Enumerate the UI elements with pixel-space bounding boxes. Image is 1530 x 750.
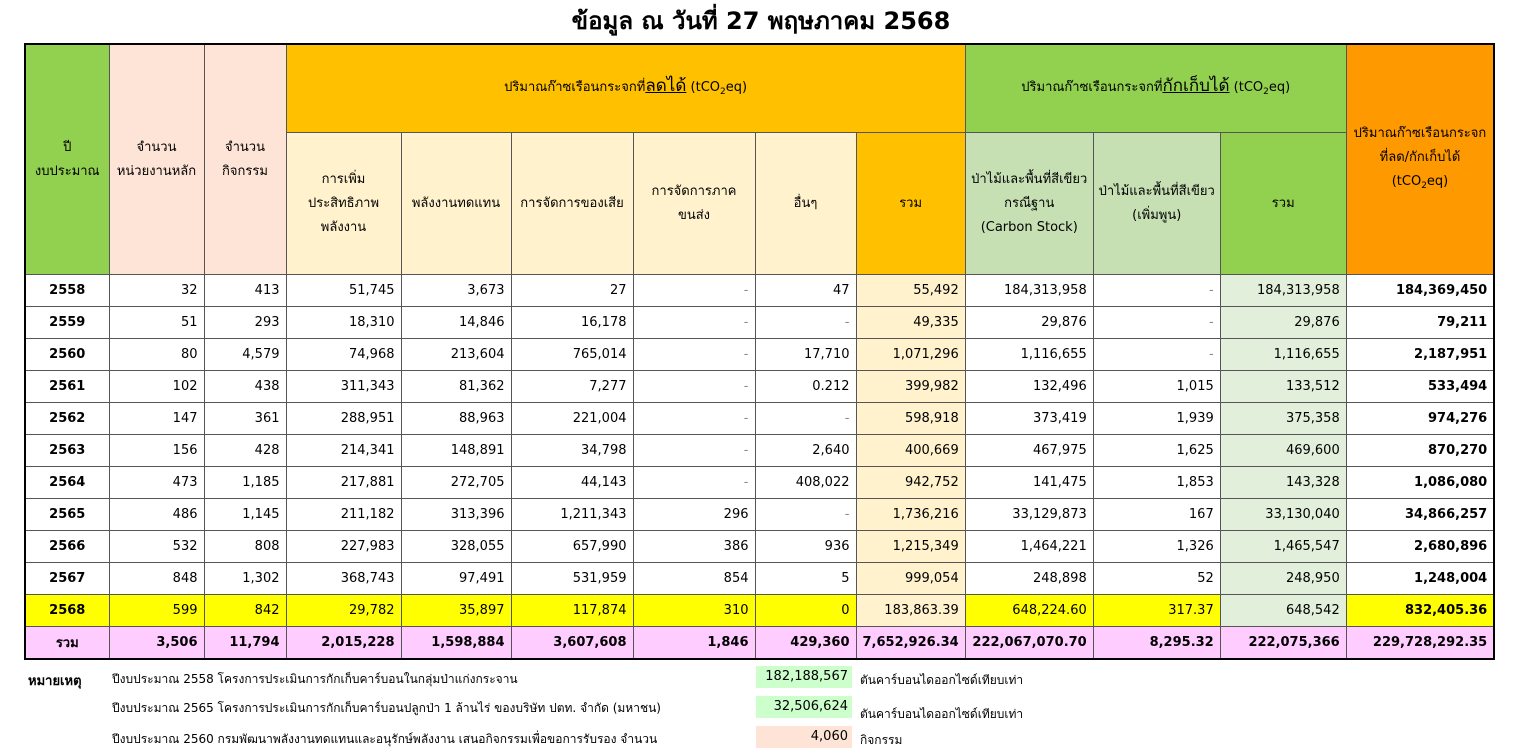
header-grand-line2: ที่ลด/กักเก็บได้ (1379, 149, 1461, 165)
header-year-line1: ปี (63, 139, 72, 155)
cell-forest-add: 1,853 (1093, 467, 1220, 499)
header-units-line1: จำนวน (136, 139, 177, 155)
header-forest-base-line3: (Carbon Stock) (980, 219, 1078, 235)
cell-forest-base: 1,464,221 (965, 531, 1093, 563)
cell-other: - (755, 307, 856, 339)
ghg-data-table (24, 43, 1495, 660)
cell-renewable: 213,604 (401, 339, 511, 371)
cell-efficiency: 311,343 (286, 371, 401, 403)
header-sum-reduced: รวม (856, 133, 965, 275)
table-body (25, 275, 1494, 660)
cell-activities: 808 (204, 531, 286, 563)
cell-sum-stored: 133,512 (1220, 371, 1346, 403)
header-waste: การจัดการของเสีย (511, 133, 633, 275)
cell-sum-stored: 1,116,655 (1220, 339, 1346, 371)
cell-activities: 1,145 (204, 499, 286, 531)
total-cell-efficiency: 2,015,228 (286, 627, 401, 660)
cell-year: 2558 (25, 275, 109, 307)
cell-efficiency: 211,182 (286, 499, 401, 531)
cell-units: 848 (109, 563, 204, 595)
table-row (25, 531, 1494, 563)
cell-transport: - (633, 403, 755, 435)
table-row (25, 467, 1494, 499)
cell-activities: 1,185 (204, 467, 286, 499)
cell-year: 2563 (25, 435, 109, 467)
stored-group-unit: (tCO (1233, 79, 1264, 95)
cell-activities: 413 (204, 275, 286, 307)
grand-unit: (tCO (1391, 173, 1422, 189)
cell-transport: 854 (633, 563, 755, 595)
cell-renewable: 81,362 (401, 371, 511, 403)
cell-activities: 4,579 (204, 339, 286, 371)
cell-sum-reduced: 49,335 (856, 307, 965, 339)
cell-waste: 27 (511, 275, 633, 307)
cell-forest-add: 317.37 (1093, 595, 1220, 627)
cell-grand-total: 870,270 (1346, 435, 1494, 467)
cell-forest-base: 373,419 (965, 403, 1093, 435)
header-units-line2: หน่วยงานหลัก (116, 163, 197, 179)
header-grand-total (1346, 44, 1494, 275)
cell-other: 47 (755, 275, 856, 307)
reduced-group-unit-sub: 2 (720, 86, 726, 97)
cell-forest-add: - (1093, 307, 1220, 339)
cell-other: 408,022 (755, 467, 856, 499)
cell-efficiency: 217,881 (286, 467, 401, 499)
total-cell-waste: 3,607,608 (511, 627, 633, 660)
cell-renewable: 3,673 (401, 275, 511, 307)
grand-unit-sub: 2 (1421, 180, 1427, 191)
cell-efficiency: 368,743 (286, 563, 401, 595)
cell-sum-stored: 1,465,547 (1220, 531, 1346, 563)
cell-grand-total: 2,187,951 (1346, 339, 1494, 371)
total-cell-grand-total: 229,728,292.35 (1346, 627, 1494, 660)
cell-sum-reduced: 1,736,216 (856, 499, 965, 531)
header-activities (204, 44, 286, 275)
cell-forest-base: 184,313,958 (965, 275, 1093, 307)
cell-year: 2559 (25, 307, 109, 339)
cell-forest-base: 141,475 (965, 467, 1093, 499)
cell-sum-reduced: 1,215,349 (856, 531, 965, 563)
cell-waste: 765,014 (511, 339, 633, 371)
cell-sum-stored: 143,328 (1220, 467, 1346, 499)
note-text-1: ปีงบประมาณ 2558 โครงการประเมินการกักเก็บคาร์บอนในกลุ่มป่าแก่งกระจาน (112, 672, 518, 686)
cell-waste: 7,277 (511, 371, 633, 403)
cell-efficiency: 51,745 (286, 275, 401, 307)
cell-sum-stored: 469,600 (1220, 435, 1346, 467)
note-unit-3: กิจกรรม (860, 733, 903, 747)
cell-units: 486 (109, 499, 204, 531)
cell-renewable: 148,891 (401, 435, 511, 467)
cell-renewable: 14,846 (401, 307, 511, 339)
total-label: รวม (25, 627, 109, 660)
header-renewable: พลังงานทดแทน (401, 133, 511, 275)
reduced-group-unit: (tCO (690, 79, 721, 95)
cell-transport: 296 (633, 499, 755, 531)
cell-units: 102 (109, 371, 204, 403)
stored-group-emph: กักเก็บได้ (1162, 75, 1230, 96)
cell-sum-reduced: 400,669 (856, 435, 965, 467)
stored-group-unit-end: eq) (1268, 79, 1291, 95)
cell-other: 0 (755, 595, 856, 627)
cell-forest-add: - (1093, 339, 1220, 371)
cell-efficiency: 29,782 (286, 595, 401, 627)
cell-units: 473 (109, 467, 204, 499)
note-unit-1: ตันคาร์บอนไดออกไซด์เทียบเท่า (860, 673, 1024, 687)
cell-waste: 117,874 (511, 595, 633, 627)
header-stored-group (965, 44, 1346, 133)
cell-transport: - (633, 307, 755, 339)
table-row (25, 275, 1494, 307)
header-units (109, 44, 204, 275)
total-row (25, 627, 1494, 660)
cell-efficiency: 214,341 (286, 435, 401, 467)
stored-group-unit-sub: 2 (1263, 86, 1269, 97)
cell-waste: 657,990 (511, 531, 633, 563)
total-cell-units: 3,506 (109, 627, 204, 660)
cell-transport: - (633, 339, 755, 371)
cell-forest-base: 248,898 (965, 563, 1093, 595)
cell-grand-total: 1,086,080 (1346, 467, 1494, 499)
cell-forest-base: 29,876 (965, 307, 1093, 339)
cell-grand-total: 2,680,896 (1346, 531, 1494, 563)
cell-waste: 1,211,343 (511, 499, 633, 531)
reduced-group-unit-end: eq) (725, 79, 748, 95)
cell-transport: 386 (633, 531, 755, 563)
cell-year: 2564 (25, 467, 109, 499)
header-forest-add-line1: ป่าไม้และพื้นที่สีเขียว (1098, 183, 1215, 199)
cell-forest-add: 52 (1093, 563, 1220, 595)
total-cell-sum-stored: 222,075,366 (1220, 627, 1346, 660)
grand-unit-end: eq) (1426, 173, 1449, 189)
header-forest-add (1093, 133, 1220, 275)
cell-sum-reduced: 999,054 (856, 563, 965, 595)
cell-sum-stored: 648,542 (1220, 595, 1346, 627)
header-eff-line3: พลังงาน (320, 219, 367, 235)
header-efficiency (286, 133, 401, 275)
cell-other: - (755, 403, 856, 435)
cell-efficiency: 288,951 (286, 403, 401, 435)
cell-waste: 221,004 (511, 403, 633, 435)
cell-activities: 361 (204, 403, 286, 435)
cell-year: 2568 (25, 595, 109, 627)
total-cell-transport: 1,846 (633, 627, 755, 660)
cell-waste: 531,959 (511, 563, 633, 595)
cell-grand-total: 533,494 (1346, 371, 1494, 403)
cell-transport: 310 (633, 595, 755, 627)
cell-year: 2567 (25, 563, 109, 595)
cell-renewable: 35,897 (401, 595, 511, 627)
cell-year: 2565 (25, 499, 109, 531)
cell-waste: 16,178 (511, 307, 633, 339)
cell-activities: 842 (204, 595, 286, 627)
note-value-2: 32,506,624 (756, 696, 852, 718)
header-sum-stored: รวม (1220, 133, 1346, 275)
cell-other: 936 (755, 531, 856, 563)
note-text-3: ปีงบประมาณ 2560 กรมพัฒนาพลังงานทดแทนและอนุรักษ์พลังงาน เสนอกิจกรรมเพื่อขอการรับรอง จำนวน (112, 732, 658, 746)
reduced-group-emph: ลดได้ (645, 75, 687, 96)
cell-forest-base: 132,496 (965, 371, 1093, 403)
cell-activities: 1,302 (204, 563, 286, 595)
header-year (25, 44, 109, 275)
cell-other: - (755, 499, 856, 531)
table-row (25, 435, 1494, 467)
cell-activities: 428 (204, 435, 286, 467)
cell-units: 80 (109, 339, 204, 371)
cell-waste: 44,143 (511, 467, 633, 499)
header-forest-base-line1: ป่าไม้และพื้นที่สีเขียว (971, 171, 1088, 187)
table-row (25, 499, 1494, 531)
cell-other: 5 (755, 563, 856, 595)
cell-units: 51 (109, 307, 204, 339)
cell-grand-total: 832,405.36 (1346, 595, 1494, 627)
cell-transport: - (633, 467, 755, 499)
table-row (25, 371, 1494, 403)
cell-units: 32 (109, 275, 204, 307)
header-reduced-group (286, 44, 965, 133)
cell-activities: 293 (204, 307, 286, 339)
cell-transport: - (633, 371, 755, 403)
header-forest-base (965, 133, 1093, 275)
cell-sum-stored: 375,358 (1220, 403, 1346, 435)
header-transport: การจัดการภาคขนส่ง (633, 133, 755, 275)
cell-forest-base: 467,975 (965, 435, 1093, 467)
cell-units: 532 (109, 531, 204, 563)
cell-year: 2561 (25, 371, 109, 403)
cell-forest-add: 1,625 (1093, 435, 1220, 467)
cell-sum-stored: 33,130,040 (1220, 499, 1346, 531)
header-eff-line2: ประสิทธิภาพ (307, 195, 380, 211)
cell-forest-add: 1,326 (1093, 531, 1220, 563)
total-cell-activities: 11,794 (204, 627, 286, 660)
cell-sum-stored: 248,950 (1220, 563, 1346, 595)
cell-other: 0.212 (755, 371, 856, 403)
cell-forest-base: 33,129,873 (965, 499, 1093, 531)
note-value-1: 182,188,567 (756, 666, 852, 688)
note-text-2: ปีงบประมาณ 2565 โครงการประเมินการกักเก็บคาร์บอนปลูกป่า 1 ล้านไร่ ของบริษัท ปตท. จำกัด (มหาชน) (112, 701, 661, 715)
table-row (25, 339, 1494, 371)
cell-year: 2562 (25, 403, 109, 435)
stored-group-prefix: ปริมาณก๊าซเรือนกระจกที่ (1021, 79, 1163, 95)
cell-sum-stored: 184,313,958 (1220, 275, 1346, 307)
cell-sum-stored: 29,876 (1220, 307, 1346, 339)
header-activities-line2: กิจกรรม (222, 163, 268, 179)
total-cell-forest-base: 222,067,070.70 (965, 627, 1093, 660)
reduced-group-prefix: ปริมาณก๊าซเรือนกระจกที่ (504, 79, 646, 95)
header-year-line2: งบประมาณ (34, 163, 100, 179)
header-forest-add-line2: (เพิ่มพูน) (1132, 207, 1182, 223)
cell-sum-reduced: 942,752 (856, 467, 965, 499)
total-cell-sum-reduced: 7,652,926.34 (856, 627, 965, 660)
cell-renewable: 313,396 (401, 499, 511, 531)
cell-grand-total: 974,276 (1346, 403, 1494, 435)
header-grand-unit (1350, 170, 1491, 198)
header-eff-line1: การเพิ่ม (321, 171, 366, 187)
cell-grand-total: 1,248,004 (1346, 563, 1494, 595)
cell-sum-reduced: 598,918 (856, 403, 965, 435)
cell-waste: 34,798 (511, 435, 633, 467)
cell-grand-total: 184,369,450 (1346, 275, 1494, 307)
cell-efficiency: 74,968 (286, 339, 401, 371)
cell-grand-total: 34,866,257 (1346, 499, 1494, 531)
cell-forest-base: 648,224.60 (965, 595, 1093, 627)
cell-forest-add: 1,015 (1093, 371, 1220, 403)
cell-units: 599 (109, 595, 204, 627)
table-row (25, 403, 1494, 435)
cell-forest-base: 1,116,655 (965, 339, 1093, 371)
cell-renewable: 272,705 (401, 467, 511, 499)
cell-grand-total: 79,211 (1346, 307, 1494, 339)
header-activities-line1: จำนวน (225, 139, 265, 155)
cell-renewable: 328,055 (401, 531, 511, 563)
cell-sum-reduced: 399,982 (856, 371, 965, 403)
cell-forest-add: 1,939 (1093, 403, 1220, 435)
cell-forest-add: 167 (1093, 499, 1220, 531)
notes-label: หมายเหตุ (28, 674, 82, 689)
note-unit-2: ตันคาร์บอนไดออกไซด์เทียบเท่า (860, 707, 1024, 721)
cell-forest-add: - (1093, 275, 1220, 307)
cell-efficiency: 18,310 (286, 307, 401, 339)
table-row (25, 595, 1494, 627)
note-value-3: 4,060 (756, 726, 852, 748)
cell-transport: - (633, 275, 755, 307)
table-row (25, 307, 1494, 339)
total-cell-forest-add: 8,295.32 (1093, 627, 1220, 660)
cell-renewable: 88,963 (401, 403, 511, 435)
cell-other: 17,710 (755, 339, 856, 371)
cell-sum-reduced: 183,863.39 (856, 595, 965, 627)
cell-other: 2,640 (755, 435, 856, 467)
header-other: อื่นๆ (755, 133, 856, 275)
header-grand-line1: ปริมาณก๊าซเรือนกระจก (1353, 125, 1487, 141)
cell-sum-reduced: 55,492 (856, 275, 965, 307)
cell-units: 156 (109, 435, 204, 467)
cell-renewable: 97,491 (401, 563, 511, 595)
page-title: ข้อมูล ณ วันที่ 27 พฤษภาคม 2568 (571, 7, 951, 35)
cell-year: 2566 (25, 531, 109, 563)
cell-sum-reduced: 1,071,296 (856, 339, 965, 371)
cell-transport: - (633, 435, 755, 467)
header-forest-base-line2: กรณีฐาน (1004, 195, 1055, 211)
total-cell-renewable: 1,598,884 (401, 627, 511, 660)
table-row (25, 563, 1494, 595)
cell-efficiency: 227,983 (286, 531, 401, 563)
cell-activities: 438 (204, 371, 286, 403)
total-cell-other: 429,360 (755, 627, 856, 660)
cell-year: 2560 (25, 339, 109, 371)
cell-units: 147 (109, 403, 204, 435)
